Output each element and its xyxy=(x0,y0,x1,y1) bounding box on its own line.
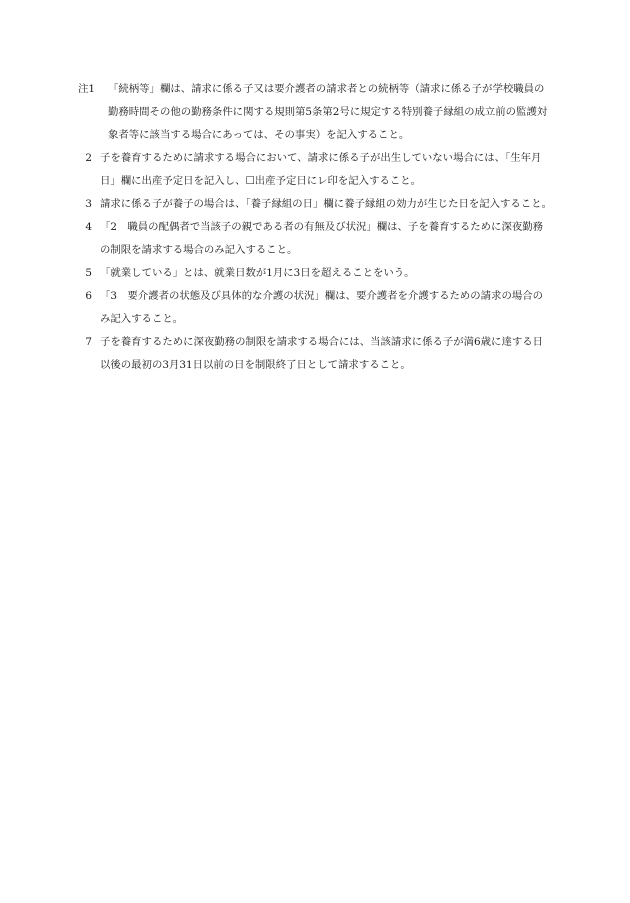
note-text: 請求に係る子が養子の場合は、「養子縁組の日」欄に養子縁組の効力が生じた日を記入すること。 xyxy=(100,198,552,210)
note-item-1 xyxy=(78,78,552,147)
note-number: 2 xyxy=(85,152,92,164)
note-number: 注1 xyxy=(78,83,96,95)
note-text: 「3 要介護者の状態及び具体的な介護の状況」欄は、要介護者を介護するための請求の場合のみ記入すること。 xyxy=(100,290,544,325)
note-item-5 xyxy=(78,262,552,285)
note-item-2 xyxy=(78,147,552,193)
note-item-6 xyxy=(78,285,552,331)
note-number: 7 xyxy=(85,336,92,348)
note-item-7 xyxy=(78,331,552,377)
note-text: 「続柄等」欄は、請求に係る子又は要介護者の請求者との続柄等（請求に係る子が学校職員の勤務時間その他の勤務条件に関する規則第5条第2号に規定する特別養子縁組の成立前の監護対象者等に該当する場合にあっては、その事実）を記入すること。 xyxy=(108,83,548,141)
note-text: 「就業している」とは、就業日数が1月に3日を超えることをいう。 xyxy=(100,267,415,279)
notes-list xyxy=(78,78,552,377)
note-number: 6 xyxy=(85,290,92,302)
note-number: 5 xyxy=(85,267,92,279)
note-number: 4 xyxy=(85,221,92,233)
note-item-4 xyxy=(78,216,552,262)
note-number: 3 xyxy=(85,198,92,210)
note-text: 子を養育するために深夜勤務の制限を請求する場合には、当該請求に係る子が満6歳に達する日以後の最初の3月31日以前の日を制限終了日として請求すること。 xyxy=(100,336,544,371)
note-text: 子を養育するために請求する場合において、請求に係る子が出生していない場合には、「生年月日」欄に出産予定日を記入し、☐出産予定日にレ印を記入すること。 xyxy=(100,152,542,187)
note-item-3 xyxy=(78,193,552,216)
note-text: 「2 職員の配偶者で当該子の親である者の有無及び状況」欄は、子を養育するために深夜勤務の制限を請求する場合のみ記入すること。 xyxy=(100,221,544,256)
